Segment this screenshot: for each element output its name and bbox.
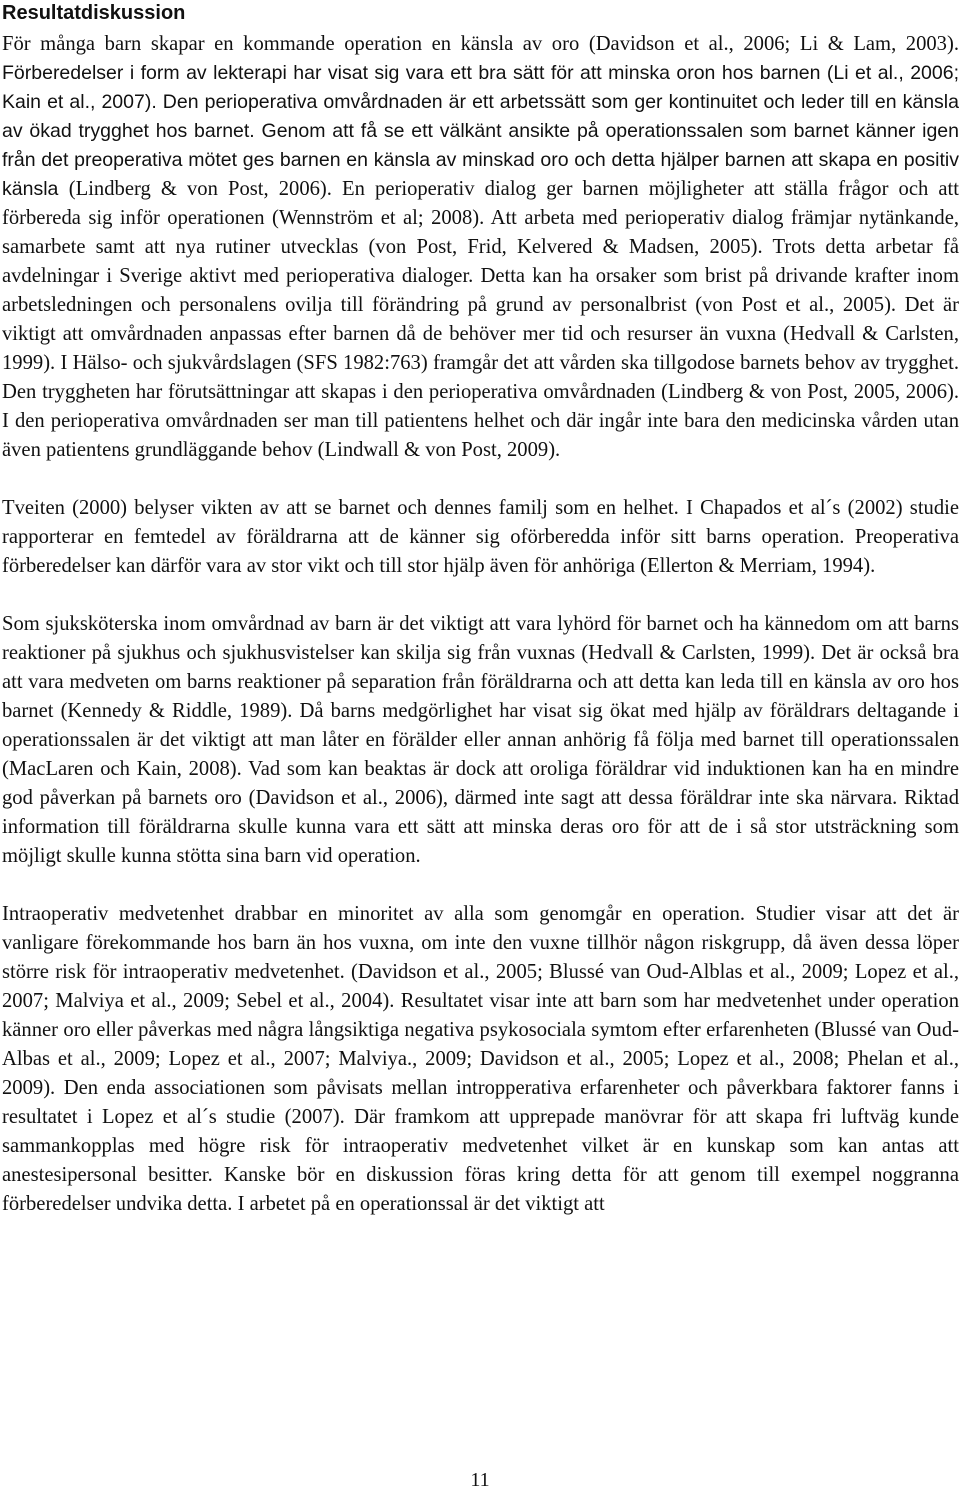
page-number: 11 — [470, 1469, 490, 1491]
paragraph-1-sentence-3: (Lindberg & von Post, 2006). En perioperativ dialog ger barnen möjligheter att ställa frågor och att förbereda sig inför operationen (Wennström et al; 2008). Att arbeta med perioperativ dialog främjar nytänkande, samarbete samt att nya rutiner utvecklas (von Post, Frid, Kelvered & Madsen, 2005). Trots detta arbetar få avdelningar i Sverige aktivt med perioperativa dialoger. Detta kan ha orsaker som brist på drivande krafter inom arbetsledningen och personalens ovilja till förändring på grund av personalbrist (von Post et al., 2005). Det är viktigt att omvårdnaden anpassas efter barnen då de behöver mer tid och resurser än vuxna (Hedvall & Carlsten, 1999). I Hälso- och sjukvårdslagen (SFS 1982:763) framgår det att vården ska tillgodose barnets behov av trygghet. Den tryggheten har förutsättningar att skapas i den perioperativa omvårdnaden (Lindberg & von Post, 2005, 2006). I den perioperativa omvårdnaden ser man till patientens helhet och där ingår inte bara den medicinska vården utan även patientens grundläggande behov (Lindwall & von Post, 2009). — [2, 178, 959, 461]
section-heading: Resultatdiskussion — [2, 2, 186, 24]
paragraph-4: Intraoperativ medvetenhet drabbar en minoritet av alla som genomgår en operation. Studier visar att det är vanligare förekommande hos barn än hos vuxna, om inte den vuxne tillhör någon riskgrupp, då även dessa löper större risk för intraoperativ medvetenhet. (Davidson et al., 2005; Blussé van Oud-Alblas et al., 2009; Lopez et al., 2007; Malviya et al., 2009; Sebel et al., 2004). Resultatet visar inte att barn som har medvetenhet under operation känner oro eller påverkas med några långsiktiga negativa psykosociala symtom efter erfarenheten (Blussé van Oud-Albas et al., 2009; Lopez et al., 2007; Malviya., 2009; Davidson et al., 2005; Lopez et al., 2008; Phelan et al., 2009). Den enda associationen som påvisats mellan intropperativa erfarenheter och påverkbara faktorer fanns i resultatet i Lopez et al´s studie (2007). Där framkom att upprepade manövrar för att skapa fri luftväg kunde sammankopplas med högre risk för intraoperativ medvetenhet vilket är en kunskap som kan antas att anestesipersonal besitter. Kanske bör en diskussion föras kring detta för att genom till exempel noggranna förberedelser undvika detta. I arbetet på en operationssal är det viktigt att — [2, 903, 959, 1215]
paragraph-2: Tveiten (2000) belyser vikten av att se barnet och dennes familj som en helhet. I Chapados et al´s (2002) studie rapporterar en femtedel av föräldrarna att de känner sig oförberedda inför sitt barns operation. Preoperativa förberedelser kan därför vara av stor vikt och till stor hjälp även för anhöriga (Ellerton & Merriam, 1994). — [2, 497, 959, 577]
paragraph-1 — [2, 30, 959, 465]
paragraph-1-sentence-2: Förberedelser i form av lekterapi har visat sig vara ett bra sätt för att minska oron hos barnen (Li et al., 2006; Kain et al., 2007). Den perioperativa omvårdnaden är ett arbetssätt som ger kontinuitet och leder till en känsla av ökad trygghet hos barnet. Genom att få se ett välkänt ansikte på operationssalen som barnet känner igen från det preoperativa mötet ges barnen en känsla av minskad oro och detta hjälper barnen att skapa en positiv känsla — [2, 62, 959, 200]
paragraph-3: Som sjuksköterska inom omvårdnad av barn är det viktigt att vara lyhörd för barnet och ha kännedom om att barns reaktioner på sjukhus och sjukhusvistelser kan skilja sig från vuxnas (Hedvall & Carlsten, 1999). Det är också bra att vara medveten om barns reaktioner på separation från föräldrarna och att detta kan leda till en känsla av oro hos barnet (Kennedy & Riddle, 1989). Då barns medgörlighet har visat sig ökat med hjälp av föräldrars deltagande i operationssalen är det viktigt att man låter en förälder eller annan anhörig få följa med barnet till operationssalen (MacLaren och Kain, 2008). Vad som kan beaktas är dock att oroliga föräldrar vid induktionen kan ha en mindre god påverkan på barnets oro (Davidson et al., 2006), därmed inte sagt att dessa föräldrar inte ska närvara. Riktad information till föräldrarna skulle kunna vara ett sätt att minska deras oro för att de i så stor utsträckning som möjligt skulle kunna stötta sina barn vid operation. — [2, 613, 959, 867]
paragraph-1-sentence-1: För många barn skapar en kommande operation en känsla av oro (Davidson et al., 2006; Li & Lam, 2003). — [2, 33, 959, 55]
